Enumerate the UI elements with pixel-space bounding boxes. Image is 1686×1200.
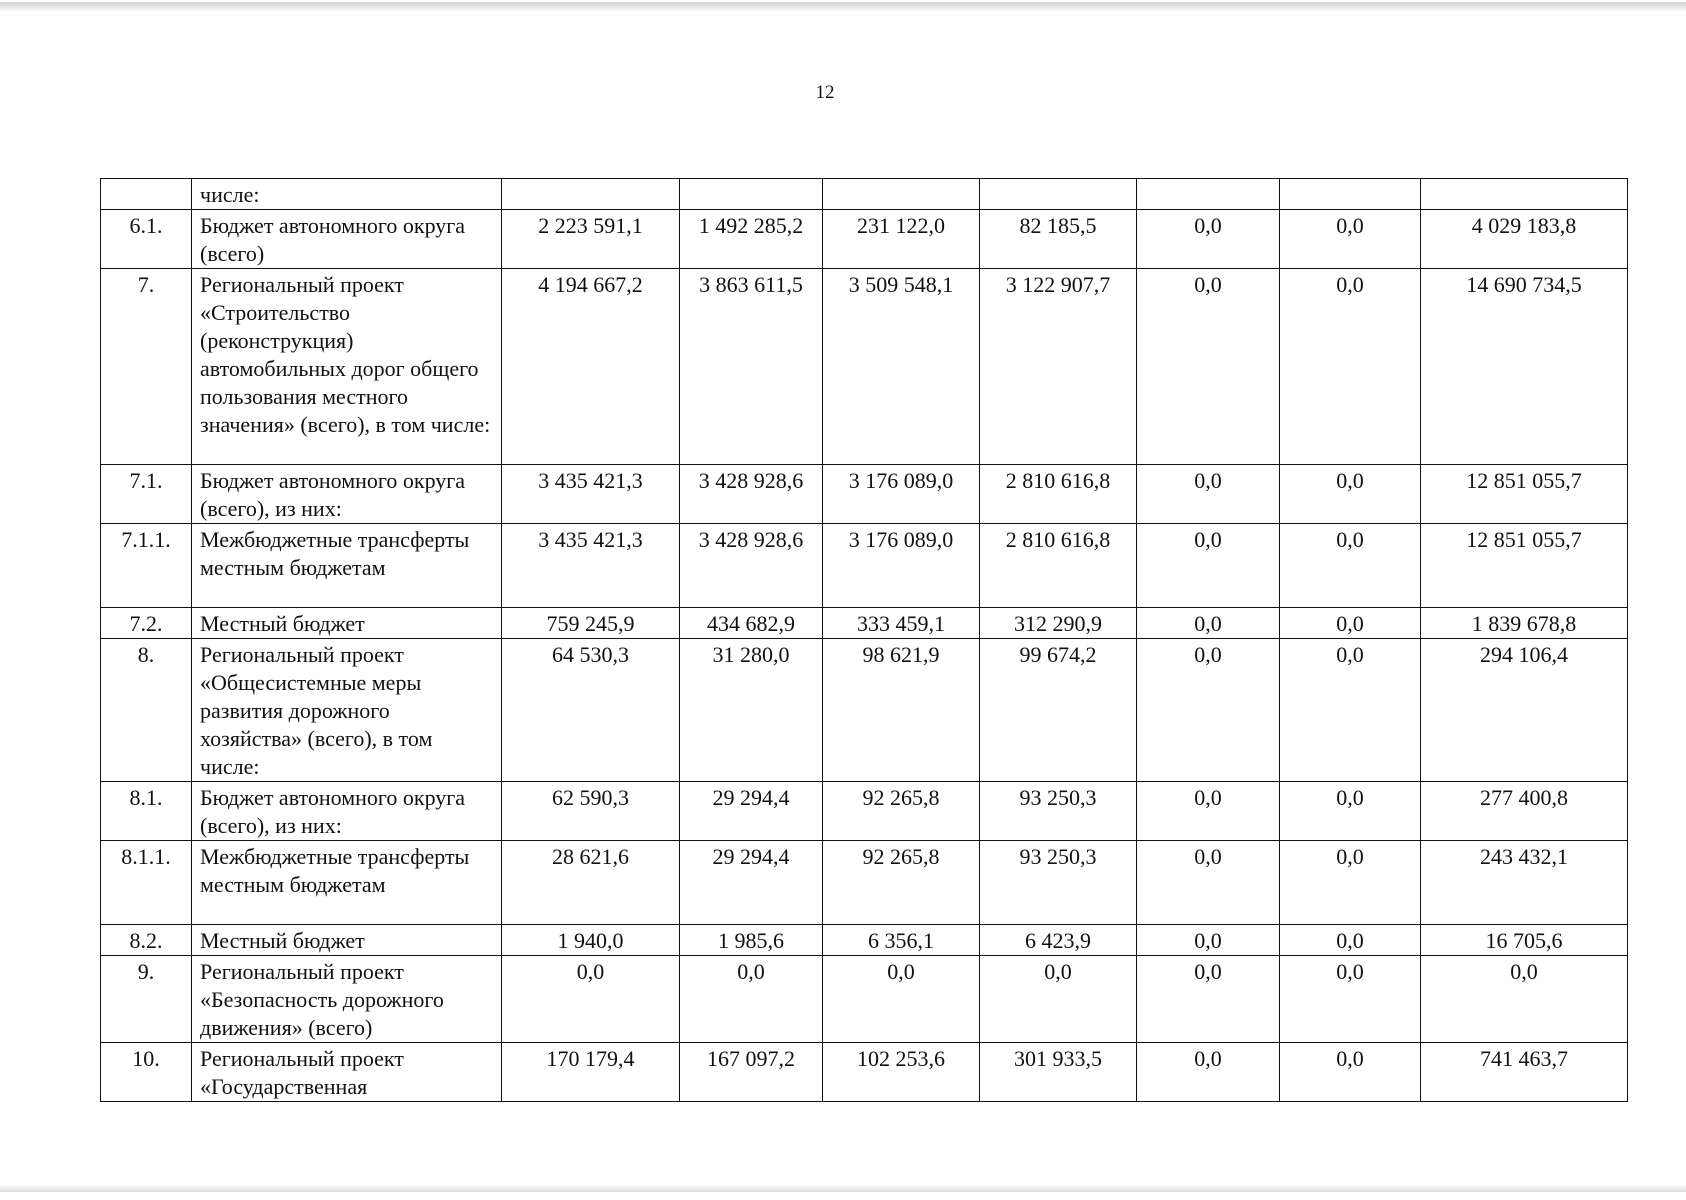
row-value: 29 294,4 bbox=[680, 841, 823, 925]
row-value: 92 265,8 bbox=[823, 841, 980, 925]
row-value: 28 621,6 bbox=[502, 841, 680, 925]
row-code bbox=[101, 179, 192, 210]
row-total-value: 16 705,6 bbox=[1421, 925, 1628, 956]
table-row bbox=[101, 1043, 1628, 1102]
row-value: 0,0 bbox=[1137, 465, 1280, 524]
row-description: Региональный проект «Строительство (реконструкция) автомобильных дорог общего пользования местного значения» (всего), в том числе: bbox=[192, 269, 502, 465]
row-value: 0,0 bbox=[1280, 465, 1421, 524]
row-total-value: 741 463,7 bbox=[1421, 1043, 1628, 1102]
row-value: 0,0 bbox=[823, 956, 980, 1043]
row-value: 82 185,5 bbox=[980, 210, 1137, 269]
row-value: 0,0 bbox=[1280, 841, 1421, 925]
row-value: 0,0 bbox=[1137, 925, 1280, 956]
row-value bbox=[823, 179, 980, 210]
row-value: 93 250,3 bbox=[980, 841, 1137, 925]
row-value: 312 290,9 bbox=[980, 608, 1137, 639]
row-code: 8.1. bbox=[101, 782, 192, 841]
row-value: 0,0 bbox=[1280, 956, 1421, 1043]
row-description: Региональный проект «Государственная bbox=[192, 1043, 502, 1102]
row-description: Местный бюджет bbox=[192, 608, 502, 639]
row-value: 29 294,4 bbox=[680, 782, 823, 841]
row-value: 3 863 611,5 bbox=[680, 269, 823, 465]
row-value: 0,0 bbox=[1137, 608, 1280, 639]
row-value bbox=[1280, 179, 1421, 210]
row-value: 1 492 285,2 bbox=[680, 210, 823, 269]
row-value: 99 674,2 bbox=[980, 639, 1137, 782]
row-value: 0,0 bbox=[1280, 608, 1421, 639]
row-value: 102 253,6 bbox=[823, 1043, 980, 1102]
table-row bbox=[101, 524, 1628, 608]
row-value: 0,0 bbox=[1280, 524, 1421, 608]
row-value: 31 280,0 bbox=[680, 639, 823, 782]
row-value: 62 590,3 bbox=[502, 782, 680, 841]
table-row bbox=[101, 956, 1628, 1043]
page-number: 12 bbox=[815, 82, 835, 103]
row-value: 0,0 bbox=[980, 956, 1137, 1043]
row-value: 0,0 bbox=[1137, 639, 1280, 782]
row-value: 0,0 bbox=[1137, 269, 1280, 465]
table-row bbox=[101, 608, 1628, 639]
row-value: 0,0 bbox=[1137, 210, 1280, 269]
table-row bbox=[101, 465, 1628, 524]
row-value: 0,0 bbox=[502, 956, 680, 1043]
row-code: 7. bbox=[101, 269, 192, 465]
row-value: 434 682,9 bbox=[680, 608, 823, 639]
row-value: 2 810 616,8 bbox=[980, 524, 1137, 608]
row-value: 0,0 bbox=[1137, 782, 1280, 841]
row-value bbox=[502, 179, 680, 210]
row-value: 167 097,2 bbox=[680, 1043, 823, 1102]
row-value: 93 250,3 bbox=[980, 782, 1137, 841]
row-value: 64 530,3 bbox=[502, 639, 680, 782]
scan-edge-top bbox=[0, 2, 1686, 12]
row-value: 0,0 bbox=[1280, 269, 1421, 465]
row-value: 170 179,4 bbox=[502, 1043, 680, 1102]
row-total-value bbox=[1421, 179, 1628, 210]
row-description: Местный бюджет bbox=[192, 925, 502, 956]
row-value: 3 428 928,6 bbox=[680, 524, 823, 608]
row-description: Межбюджетные трансферты местным бюджетам bbox=[192, 841, 502, 925]
row-value: 6 423,9 bbox=[980, 925, 1137, 956]
row-description: Межбюджетные трансферты местным бюджетам bbox=[192, 524, 502, 608]
budget-table bbox=[100, 178, 1628, 1102]
row-value: 0,0 bbox=[1280, 925, 1421, 956]
row-code: 6.1. bbox=[101, 210, 192, 269]
row-value: 3 176 089,0 bbox=[823, 465, 980, 524]
table-row bbox=[101, 782, 1628, 841]
row-value: 4 194 667,2 bbox=[502, 269, 680, 465]
table-row bbox=[101, 925, 1628, 956]
budget-table-body bbox=[101, 179, 1628, 1102]
row-value: 3 122 907,7 bbox=[980, 269, 1137, 465]
row-description: числе: bbox=[192, 179, 502, 210]
row-total-value: 12 851 055,7 bbox=[1421, 524, 1628, 608]
row-total-value: 0,0 bbox=[1421, 956, 1628, 1043]
row-value: 0,0 bbox=[1280, 782, 1421, 841]
scan-edge-bottom bbox=[0, 1184, 1686, 1192]
row-value: 2 223 591,1 bbox=[502, 210, 680, 269]
table-row bbox=[101, 179, 1628, 210]
row-code: 8. bbox=[101, 639, 192, 782]
row-description: Региональный проект «Безопасность дорожного движения» (всего) bbox=[192, 956, 502, 1043]
row-value: 0,0 bbox=[1137, 956, 1280, 1043]
row-value: 0,0 bbox=[1280, 639, 1421, 782]
table-row bbox=[101, 639, 1628, 782]
row-value: 301 933,5 bbox=[980, 1043, 1137, 1102]
row-description: Бюджет автономного округа (всего), из них: bbox=[192, 465, 502, 524]
row-value: 3 176 089,0 bbox=[823, 524, 980, 608]
row-total-value: 277 400,8 bbox=[1421, 782, 1628, 841]
table-row bbox=[101, 269, 1628, 465]
row-description: Региональный проект «Общесистемные меры развития дорожного хозяйства» (всего), в том числе: bbox=[192, 639, 502, 782]
row-value: 98 621,9 bbox=[823, 639, 980, 782]
row-description: Бюджет автономного округа (всего) bbox=[192, 210, 502, 269]
row-code: 8.2. bbox=[101, 925, 192, 956]
row-description: Бюджет автономного округа (всего), из них: bbox=[192, 782, 502, 841]
row-code: 9. bbox=[101, 956, 192, 1043]
row-total-value: 294 106,4 bbox=[1421, 639, 1628, 782]
row-value: 0,0 bbox=[1280, 1043, 1421, 1102]
row-value: 92 265,8 bbox=[823, 782, 980, 841]
row-code: 7.2. bbox=[101, 608, 192, 639]
row-value: 6 356,1 bbox=[823, 925, 980, 956]
row-value bbox=[1137, 179, 1280, 210]
row-value: 333 459,1 bbox=[823, 608, 980, 639]
table-row bbox=[101, 210, 1628, 269]
row-value: 2 810 616,8 bbox=[980, 465, 1137, 524]
table-row bbox=[101, 841, 1628, 925]
row-value: 0,0 bbox=[1137, 1043, 1280, 1102]
row-value: 0,0 bbox=[1137, 524, 1280, 608]
row-value: 3 435 421,3 bbox=[502, 524, 680, 608]
row-value: 3 509 548,1 bbox=[823, 269, 980, 465]
row-total-value: 1 839 678,8 bbox=[1421, 608, 1628, 639]
row-code: 7.1. bbox=[101, 465, 192, 524]
row-value: 0,0 bbox=[1280, 210, 1421, 269]
row-value: 1 985,6 bbox=[680, 925, 823, 956]
row-value: 759 245,9 bbox=[502, 608, 680, 639]
row-total-value: 243 432,1 bbox=[1421, 841, 1628, 925]
row-code: 7.1.1. bbox=[101, 524, 192, 608]
row-value: 231 122,0 bbox=[823, 210, 980, 269]
row-value: 1 940,0 bbox=[502, 925, 680, 956]
row-total-value: 4 029 183,8 bbox=[1421, 210, 1628, 269]
row-value: 3 428 928,6 bbox=[680, 465, 823, 524]
row-value bbox=[980, 179, 1137, 210]
row-total-value: 12 851 055,7 bbox=[1421, 465, 1628, 524]
row-code: 10. bbox=[101, 1043, 192, 1102]
row-value: 0,0 bbox=[680, 956, 823, 1043]
row-total-value: 14 690 734,5 bbox=[1421, 269, 1628, 465]
row-value: 3 435 421,3 bbox=[502, 465, 680, 524]
row-code: 8.1.1. bbox=[101, 841, 192, 925]
row-value bbox=[680, 179, 823, 210]
row-value: 0,0 bbox=[1137, 841, 1280, 925]
